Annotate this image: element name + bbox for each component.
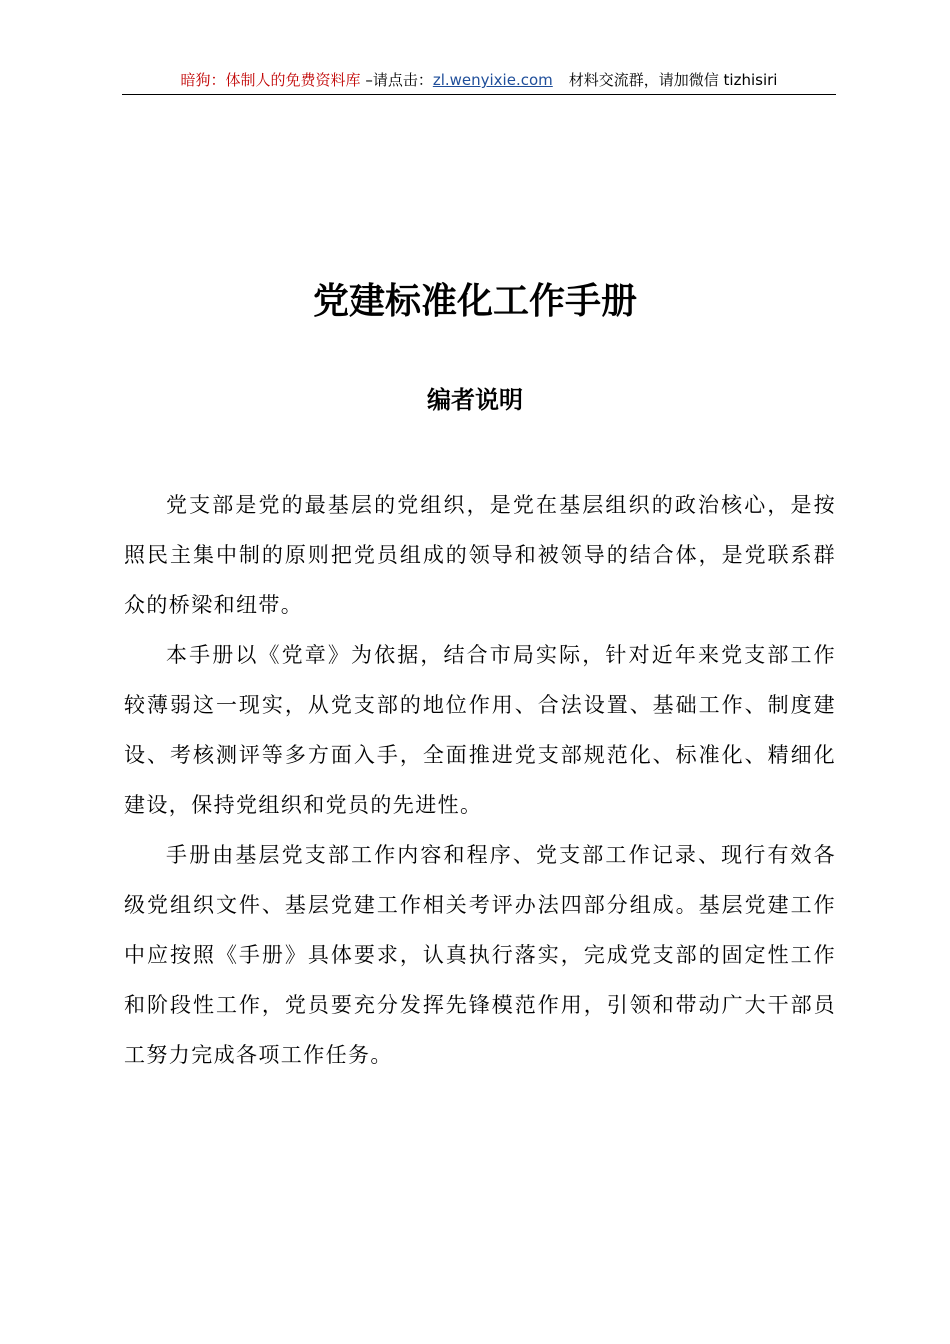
header-contact: 材料交流群，请加微信 tizhisiri <box>568 71 778 89</box>
page-header <box>122 70 836 95</box>
header-prompt: –请点击： <box>360 71 433 89</box>
document-body <box>124 480 836 1080</box>
body-paragraph: 手册由基层党支部工作内容和程序、党支部工作记录、现行有效各级党组织文件、基层党建工作相关考评办法四部分组成。基层党建工作中应按照《手册》具体要求，认真执行落实，完成党支部的固定性工作和阶段性工作，党员要充分发挥先锋模范作用，引领和带动广大干部员工努力完成各项工作任务。 <box>124 843 836 1067</box>
body-paragraph: 本手册以《党章》为依据，结合市局实际，针对近年来党支部工作较薄弱这一现实，从党支部的地位作用、合法设置、基础工作、制度建设、考核测评等多方面入手，全面推进党支部规范化、标准化、精细化建设，保持党组织和党员的先进性。 <box>124 643 836 817</box>
body-paragraph: 党支部是党的最基层的党组织，是党在基层组织的政治核心，是按照民主集中制的原则把党员组成的领导和被领导的结合体，是党联系群众的桥梁和纽带。 <box>124 493 836 617</box>
document-title: 党建标准化工作手册 <box>312 281 637 322</box>
header-brand: 暗狗：体制人的免费资料库 <box>180 71 361 89</box>
document-subtitle: 编者说明 <box>427 386 523 414</box>
header-link[interactable]: zl.wenyixie.com <box>432 71 553 89</box>
